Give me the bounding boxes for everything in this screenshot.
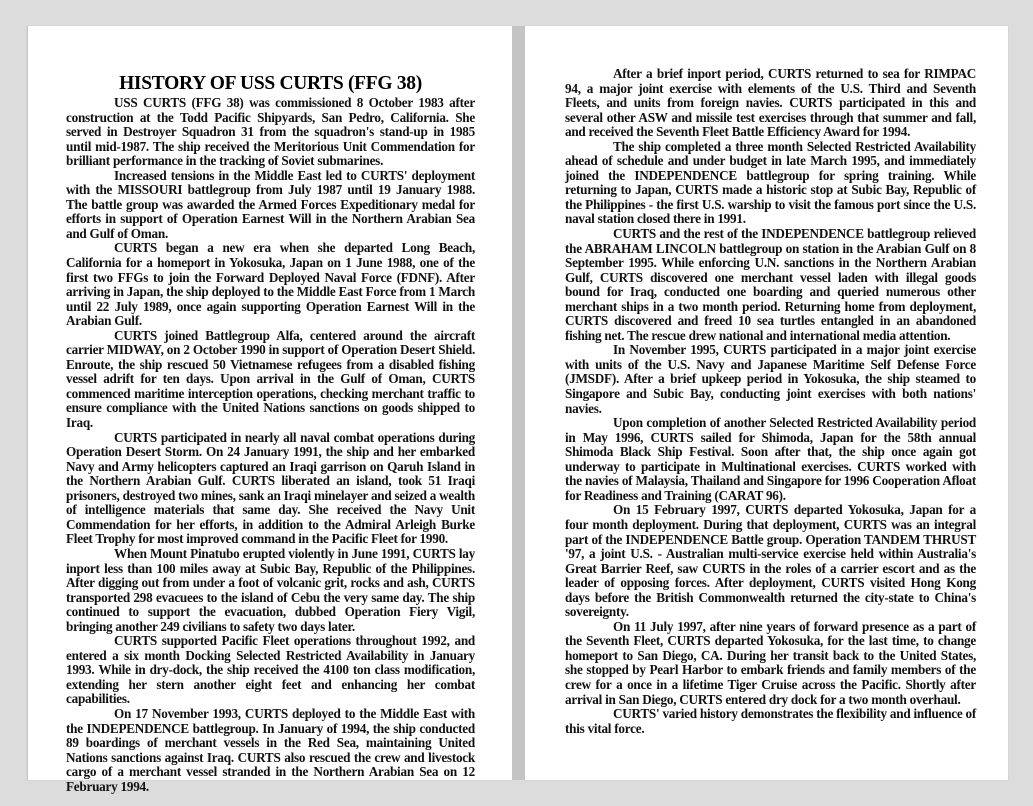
paragraph: CURTS began a new era when she departed Long Beach, California for a homeport in Yokosuka, Japan on 1 June 1988, one of the first two FFGs to join the Forward Deployed Naval Force (FDNF). After arriving in Japan, the ship deployed to the Middle East Force from 1 March until 22 July 1989, once again supporting Operation Earnest Will in the Arabian Gulf. [66,240,475,329]
paragraph: When Mount Pinatubo erupted violently in June 1991, CURTS lay inport less than 100 miles away at Subic Bay, Republic of the Philippines. After digging out from under a foot of volcanic grit, rocks and ash, CURTS transported 298 evacuees to the island of Cebu the very same day. The ship continued to support the evacuation, dubbed Operation Fiery Vigil, bringing another 249 civilians to safety two days later. [66,545,475,634]
paragraph: On 11 July 1997, after nine years of forward presence as a part of the Seventh Fleet, CURTS departed Yokosuka, for the last time, to change homeport to San Diego, CA. During her transit back to the United States, she stopped by Pearl Harbor to embark friends and family members of the crew for a once in a lifetime Tiger Cruise across the Pacific. Shortly after arrival in San Diego, CURTS entered dry dock for a two month overhaul. [565,618,976,707]
paragraph: USS CURTS (FFG 38) was commissioned 8 October 1983 after construction at the Todd Pacific Shipyards, San Pedro, California. She served in Destroyer Squadron 31 from the squadron's stand-up in 1985 until mid-1987. The ship received the Meritorious Unit Commendation for brilliant performance in the tracking of Soviet submarines. [66,95,475,169]
paragraph: CURTS' varied history demonstrates the flexibility and influence of this vital force. [565,706,977,736]
page-gutter [512,26,525,780]
document-title: HISTORY OF USS CURTS (FFG 38) [119,73,422,94]
paragraph: Increased tensions in the Middle East led to CURTS' deployment with the MISSOURI battlegroup from July 1987 until 19 January 1988. The battle group was awarded the Armed Forces Expeditionary medal for efforts in support of Operation Earnest Will in the Northern Arabian Sea and Gulf of Oman. [66,167,475,241]
paragraph: In November 1995, CURTS participated in a major joint exercise with units of the U.S. Navy and Japanese Maritime Self Defense Force (JMSDF). After a brief upkeep period in Yokosuka, the ship steamed to Singapore and Subic Bay, conducting joint exercises with both nations' navies. [565,342,976,416]
left-page-text [66,96,475,794]
paragraph: On 17 November 1993, CURTS deployed to the Middle East with the INDEPENDENCE battlegroup. In January of 1994, the ship conducted 89 boardings of merchant vessels in the Red Sea, maintaining United Nations sanctions against Iraq. CURTS also rescued the crew and livestock cargo of a merchant vessel stranded in the Northern Arabian Sea on 12 February 1994. [66,705,475,794]
right-page [525,26,1008,780]
paragraph: Upon completion of another Selected Restricted Availability period in May 1996, CURTS sailed for Shimoda, Japan for the 58th annual Shimoda Black Ship Festival. Soon after that, the ship once again got underway to participate in Multinational exercises. CURTS worked with the navies of Malaysia, Thailand and Singapore for 1996 Cooperation Afloat for Readiness and Training (CARAT 96). [565,415,976,503]
paragraph: After a brief inport period, CURTS returned to sea for RIMPAC 94, a major joint exercise with elements of the U.S. Third and Seventh Fleets, and units from foreign navies. CURTS participated in this and several other ASW and missile test exercises through that summer and fall, and received the Seventh Fleet Battle Efficiency Award for 1994. [565,66,976,140]
right-page-text [565,67,976,736]
paragraph: On 15 February 1997, CURTS departed Yokosuka, Japan for a four month deployment. During that deployment, CURTS was an integral part of the INDEPENDENCE Battle group. Operation TANDEM THRUST '97, a joint U.S. - Australian multi-service exercise held within Australia's Great Barrier Reef, saw CURTS in the roles of a carrier escort and as the leader of opposing forces. After deployment, CURTS visited Hong Kong days before the British Commonwealth returned the city-state to China's sovereignty. [565,502,976,620]
left-page [27,26,513,794]
paragraph: CURTS joined Battlegroup Alfa, centered around the aircraft carrier MIDWAY, on 2 October 1990 in support of Operation Desert Shield. Enroute, the ship rescued 50 Vietnamese refugees from a disabled fishing vessel adrift for ten days. Upon arrival in the Gulf of Oman, CURTS commenced maritime interception operations, checking merchant traffic to ensure compliance with the United Nations sanctions on goods shipped to Iraq. [66,327,475,431]
paragraph: CURTS participated in nearly all naval combat operations during Operation Desert Storm. On 24 January 1991, the ship and her embarked Navy and Army helicopters captured an Iraqi garrison on Qaruh Island in the Northern Arabian Gulf. CURTS liberated an island, took 51 Iraqi prisoners, destroyed two mines, sank an Iraqi minelayer and seized a wealth of intelligence materials that same day. She received the Navy Unit Commendation for her efforts, in addition to the Admiral Arleigh Burke Fleet Trophy for most improved command in the Pacific Fleet for 1990. [66,429,475,547]
paragraph: CURTS supported Pacific Fleet operations throughout 1992, and entered a six month Docking Selected Restricted Availability in January 1993. While in dry-dock, the ship received the 4100 ton class modification, extending her stern another eight feet and enhancing her combat capabilities. [66,633,475,707]
paragraph: CURTS and the rest of the INDEPENDENCE battlegroup relieved the ABRAHAM LINCOLN battlegroup on station in the Arabian Gulf on 8 September 1995. While enforcing U.N. sanctions in the Northern Arabian Gulf, CURTS discovered one merchant vessel laden with illegal goods bound for Iraq, conducted one boarding and queried numerous other merchant ships in a two month period. Returning home from deployment, CURTS discovered and freed 10 sea turtles entangled in an abandoned fishing net. The rescue drew national and international media attention. [565,226,976,343]
paragraph: The ship completed a three month Selected Restricted Availability ahead of schedule and under budget in late March 1995, and immediately joined the INDEPENDENCE battlegroup for spring training. While returning to Japan, CURTS made a historic stop at Subic Bay, Republic of the Philippines - the first U.S. warship to visit the famous port since the U.S. naval station closed there in 1991. [565,138,976,227]
